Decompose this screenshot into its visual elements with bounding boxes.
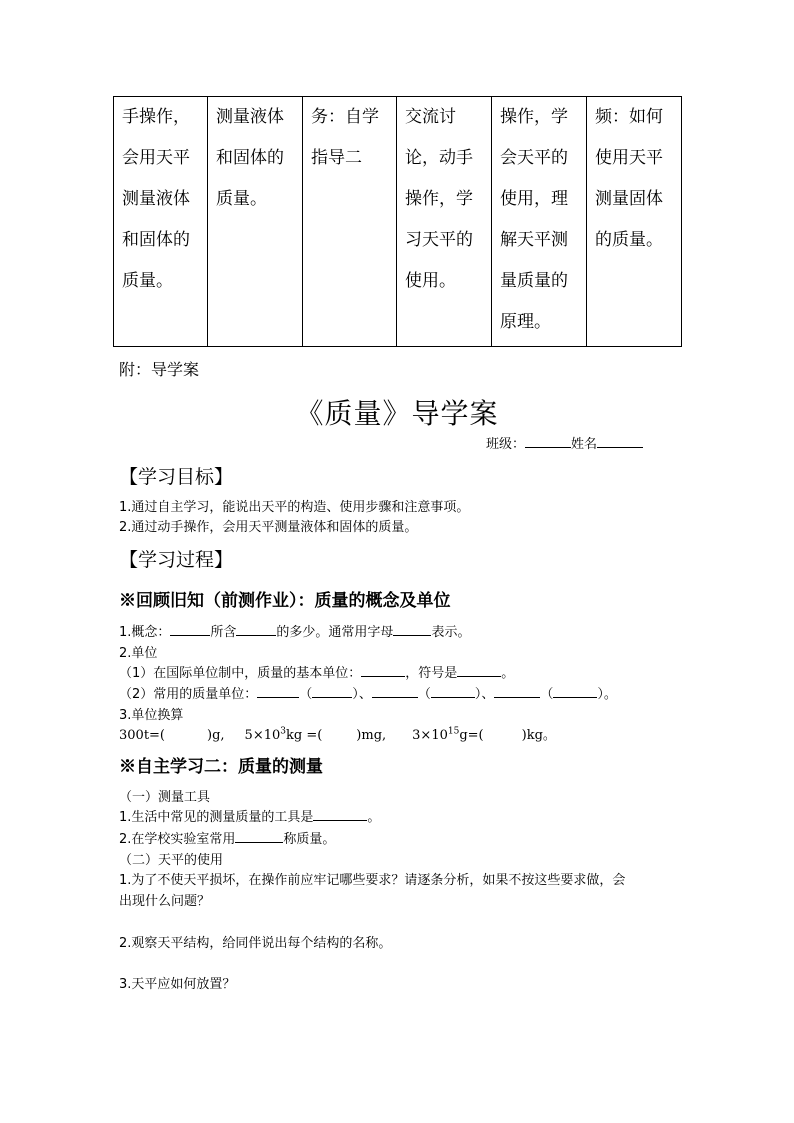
tools-heading: （一）测量工具 [119, 790, 211, 805]
balance-use-heading: （二）天平的使用 [119, 853, 224, 868]
page-title: 《质量》导学案 [295, 397, 499, 430]
convert-heading: 3.单位换算 [119, 708, 184, 723]
answer-blank[interactable] [393, 623, 431, 636]
answer-blank[interactable] [236, 623, 276, 636]
concept-question: 1.概念： 所含 的多少。通常用字母 表示。 [119, 625, 471, 640]
appendix-label: 附：导学案 [119, 360, 200, 379]
answer-blank[interactable] [372, 685, 418, 698]
unit-question-1: （1）在国际单位制中，质量的基本单位： ，符号是 。 [119, 666, 515, 681]
balance-question-1-line-2: 出现什么问题？ [119, 894, 211, 909]
answer-blank[interactable] [257, 685, 299, 698]
table-cell: 频：如何 使用天平 测量固体 的质量。 [587, 97, 682, 347]
table-row [114, 97, 682, 347]
answer-blank[interactable] [494, 685, 540, 698]
review-heading: ※回顾旧知（前测作业）：质量的概念及单位 [119, 591, 451, 611]
table-cell: 手操作， 会用天平 测量液体 和固体的 质量。 [114, 97, 208, 347]
answer-blank[interactable] [313, 808, 367, 821]
answer-blank[interactable] [235, 830, 283, 843]
answer-blank[interactable] [170, 623, 210, 636]
tools-question-2: 2.在学校实验室常用 称质量。 [119, 832, 336, 847]
answer-blank[interactable] [431, 685, 475, 698]
goal-item: 1.通过自主学习，能说出天平的构造、使用步骤和注意事项。 [119, 500, 470, 515]
table-cell: 测量液体 和固体的 质量。 [208, 97, 303, 347]
answer-blank[interactable] [457, 664, 501, 677]
class-label: 班级： [486, 437, 526, 452]
self-study-heading: ※自主学习二：质量的测量 [119, 757, 323, 777]
answer-blank[interactable] [553, 685, 597, 698]
class-blank[interactable] [525, 435, 571, 448]
class-name-line [486, 433, 643, 452]
table-cell: 交流讨 论，动手 操作，学 习天平的 使用。 [397, 97, 492, 347]
name-blank[interactable] [597, 435, 643, 448]
conversion-questions: 300t=( )g, $5\times 10^3kg$ =( )mg, $3\times 10^{15}g=$( )kg。 [119, 726, 556, 743]
lesson-plan-table [113, 96, 682, 347]
unit-question-2: （2）常用的质量单位： （ ）、 （ ）、 （ ）。 [119, 687, 617, 702]
name-label: 姓名 [571, 437, 598, 452]
balance-question-1-line-1: 1.为了不使天平损坏，在操作前应牢记哪些要求？请逐条分析，如果不按这些要求做，会 [119, 873, 626, 888]
goal-item: 2.通过动手操作，会用天平测量液体和固体的质量。 [119, 520, 418, 535]
process-heading: 【学习过程】 [119, 549, 234, 571]
goals-heading: 【学习目标】 [119, 466, 234, 488]
answer-blank[interactable] [361, 664, 405, 677]
balance-question-3: 3.天平应如何放置？ [119, 977, 236, 992]
balance-question-2: 2.观察天平结构，给同伴说出每个结构的名称。 [119, 936, 392, 951]
unit-heading: 2.单位 [119, 646, 158, 661]
tools-question-1: 1.生活中常见的测量质量的工具是 。 [119, 810, 381, 825]
table-cell: 务：自学 指导二 [303, 97, 397, 347]
answer-blank[interactable] [312, 685, 352, 698]
table-cell: 操作，学 会天平的 使用，理 解天平测 量质量的 原理。 [492, 97, 587, 347]
